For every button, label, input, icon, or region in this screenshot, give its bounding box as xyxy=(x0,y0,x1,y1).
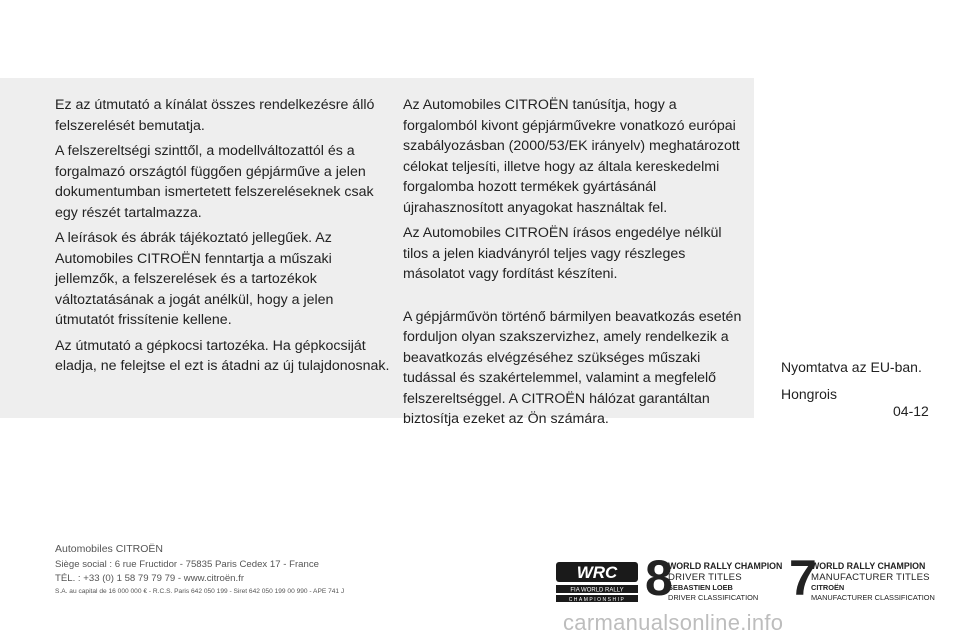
badge-title: WORLD RALLY CHAMPION xyxy=(668,561,783,571)
driver-titles-badge xyxy=(668,561,782,602)
edition-code: 04-12 xyxy=(893,403,929,419)
watermark: carmanualsonline.info xyxy=(563,610,784,635)
badge-name: SEBASTIEN LOEB xyxy=(668,583,733,592)
badge-name: CITROËN xyxy=(811,583,845,592)
badge-classification: DRIVER CLASSIFICATION xyxy=(668,593,759,602)
badge-subtitle: DRIVER TITLES xyxy=(668,572,742,583)
badge-subtitle: MANUFACTURER TITLES xyxy=(811,572,930,583)
paragraph: Az Automobiles CITROËN írásos engedélye nélkül tilos a jelen kiadványról teljes vagy részleges másolatot vagy fordítást készíteni. xyxy=(403,225,722,282)
company-name: Automobiles CITROËN xyxy=(55,543,163,555)
right-text-column xyxy=(403,95,749,435)
paragraph: Az Automobiles CITROËN tanúsítja, hogy a forgalomból kivont gépjárművekre vonatkozó európai szabályozásban (2000/53/EK irányelv) meghatározott célokat teljesíti, illetve hogy az általa kereskedelmi forgalomba hozott termékek gyártásánál újrahasznosított anyagokat használtak fel. xyxy=(403,97,740,216)
paragraph: Ez az útmutató a kínálat összes rendelkezésre álló felszerelését bemutatja. xyxy=(55,97,375,134)
company-phone: TÉL. : +33 (0) 1 58 79 79 79 - www.citroën.fr xyxy=(55,573,245,584)
paragraph: Az útmutató a gépkocsi tartozéka. Ha gépkocsiját eladja, ne felejtse el ezt is átadni az új tulajdonosnak. xyxy=(55,337,390,374)
paragraph: A gépjárművön történő bármilyen beavatkozás esetén forduljon olyan szakszervizhez, amely rendelkezik a beavatkozás elvégzéséhez szükséges műszaki tudással és szakértelemmel, valamint a megfelelő felszereltséggel. A CITROËN hálózat garantáltan biztosítja ezeket az Ön számára. xyxy=(403,308,742,427)
paragraph: A felszereltségi szinttől, a modellváltozattól és a forgalmazó országtól függően gépjárműve a jelen dokumentumban ismertetett felszereléseknek csak egy részét tartalmazza. xyxy=(55,143,374,221)
wrc-sub-text: FIA WORLD RALLY xyxy=(570,587,624,594)
badge-classification: MANUFACTURER CLASSIFICATION xyxy=(811,593,935,602)
company-address: Siège social : 6 rue Fructidor - 75835 Paris Cedex 17 - France xyxy=(55,559,319,570)
wrc-logo xyxy=(556,562,638,602)
left-text-column xyxy=(55,95,391,382)
badge-title: WORLD RALLY CHAMPION xyxy=(811,561,926,571)
manufacturer-titles-number: 7 xyxy=(789,550,817,606)
company-legal: S.A. au capital de 16 000 000 € - R.C.S. Paris 642 050 199 - Siret 642 050 199 00 990 - APE 741 J xyxy=(55,588,345,595)
printed-in-eu: Nyomtatva az EU-ban. xyxy=(781,359,922,375)
language-label: Hongrois xyxy=(781,386,838,402)
manufacturer-titles-badge xyxy=(811,561,935,602)
wrc-logo-text: WRC xyxy=(576,563,618,582)
driver-titles-number: 8 xyxy=(645,550,673,606)
paragraph: A leírások és ábrák tájékoztató jellegűek. Az Automobiles CITROËN fenntartja a műszaki jellemzők, a felszerelések és a tartozékok változtatásának a jogát anélkül, hogy a jelen útmutatót frissítenie kellene. xyxy=(55,230,334,328)
company-info xyxy=(55,543,344,598)
wrc-champ-text: CHAMPIONSHIP xyxy=(568,596,626,602)
